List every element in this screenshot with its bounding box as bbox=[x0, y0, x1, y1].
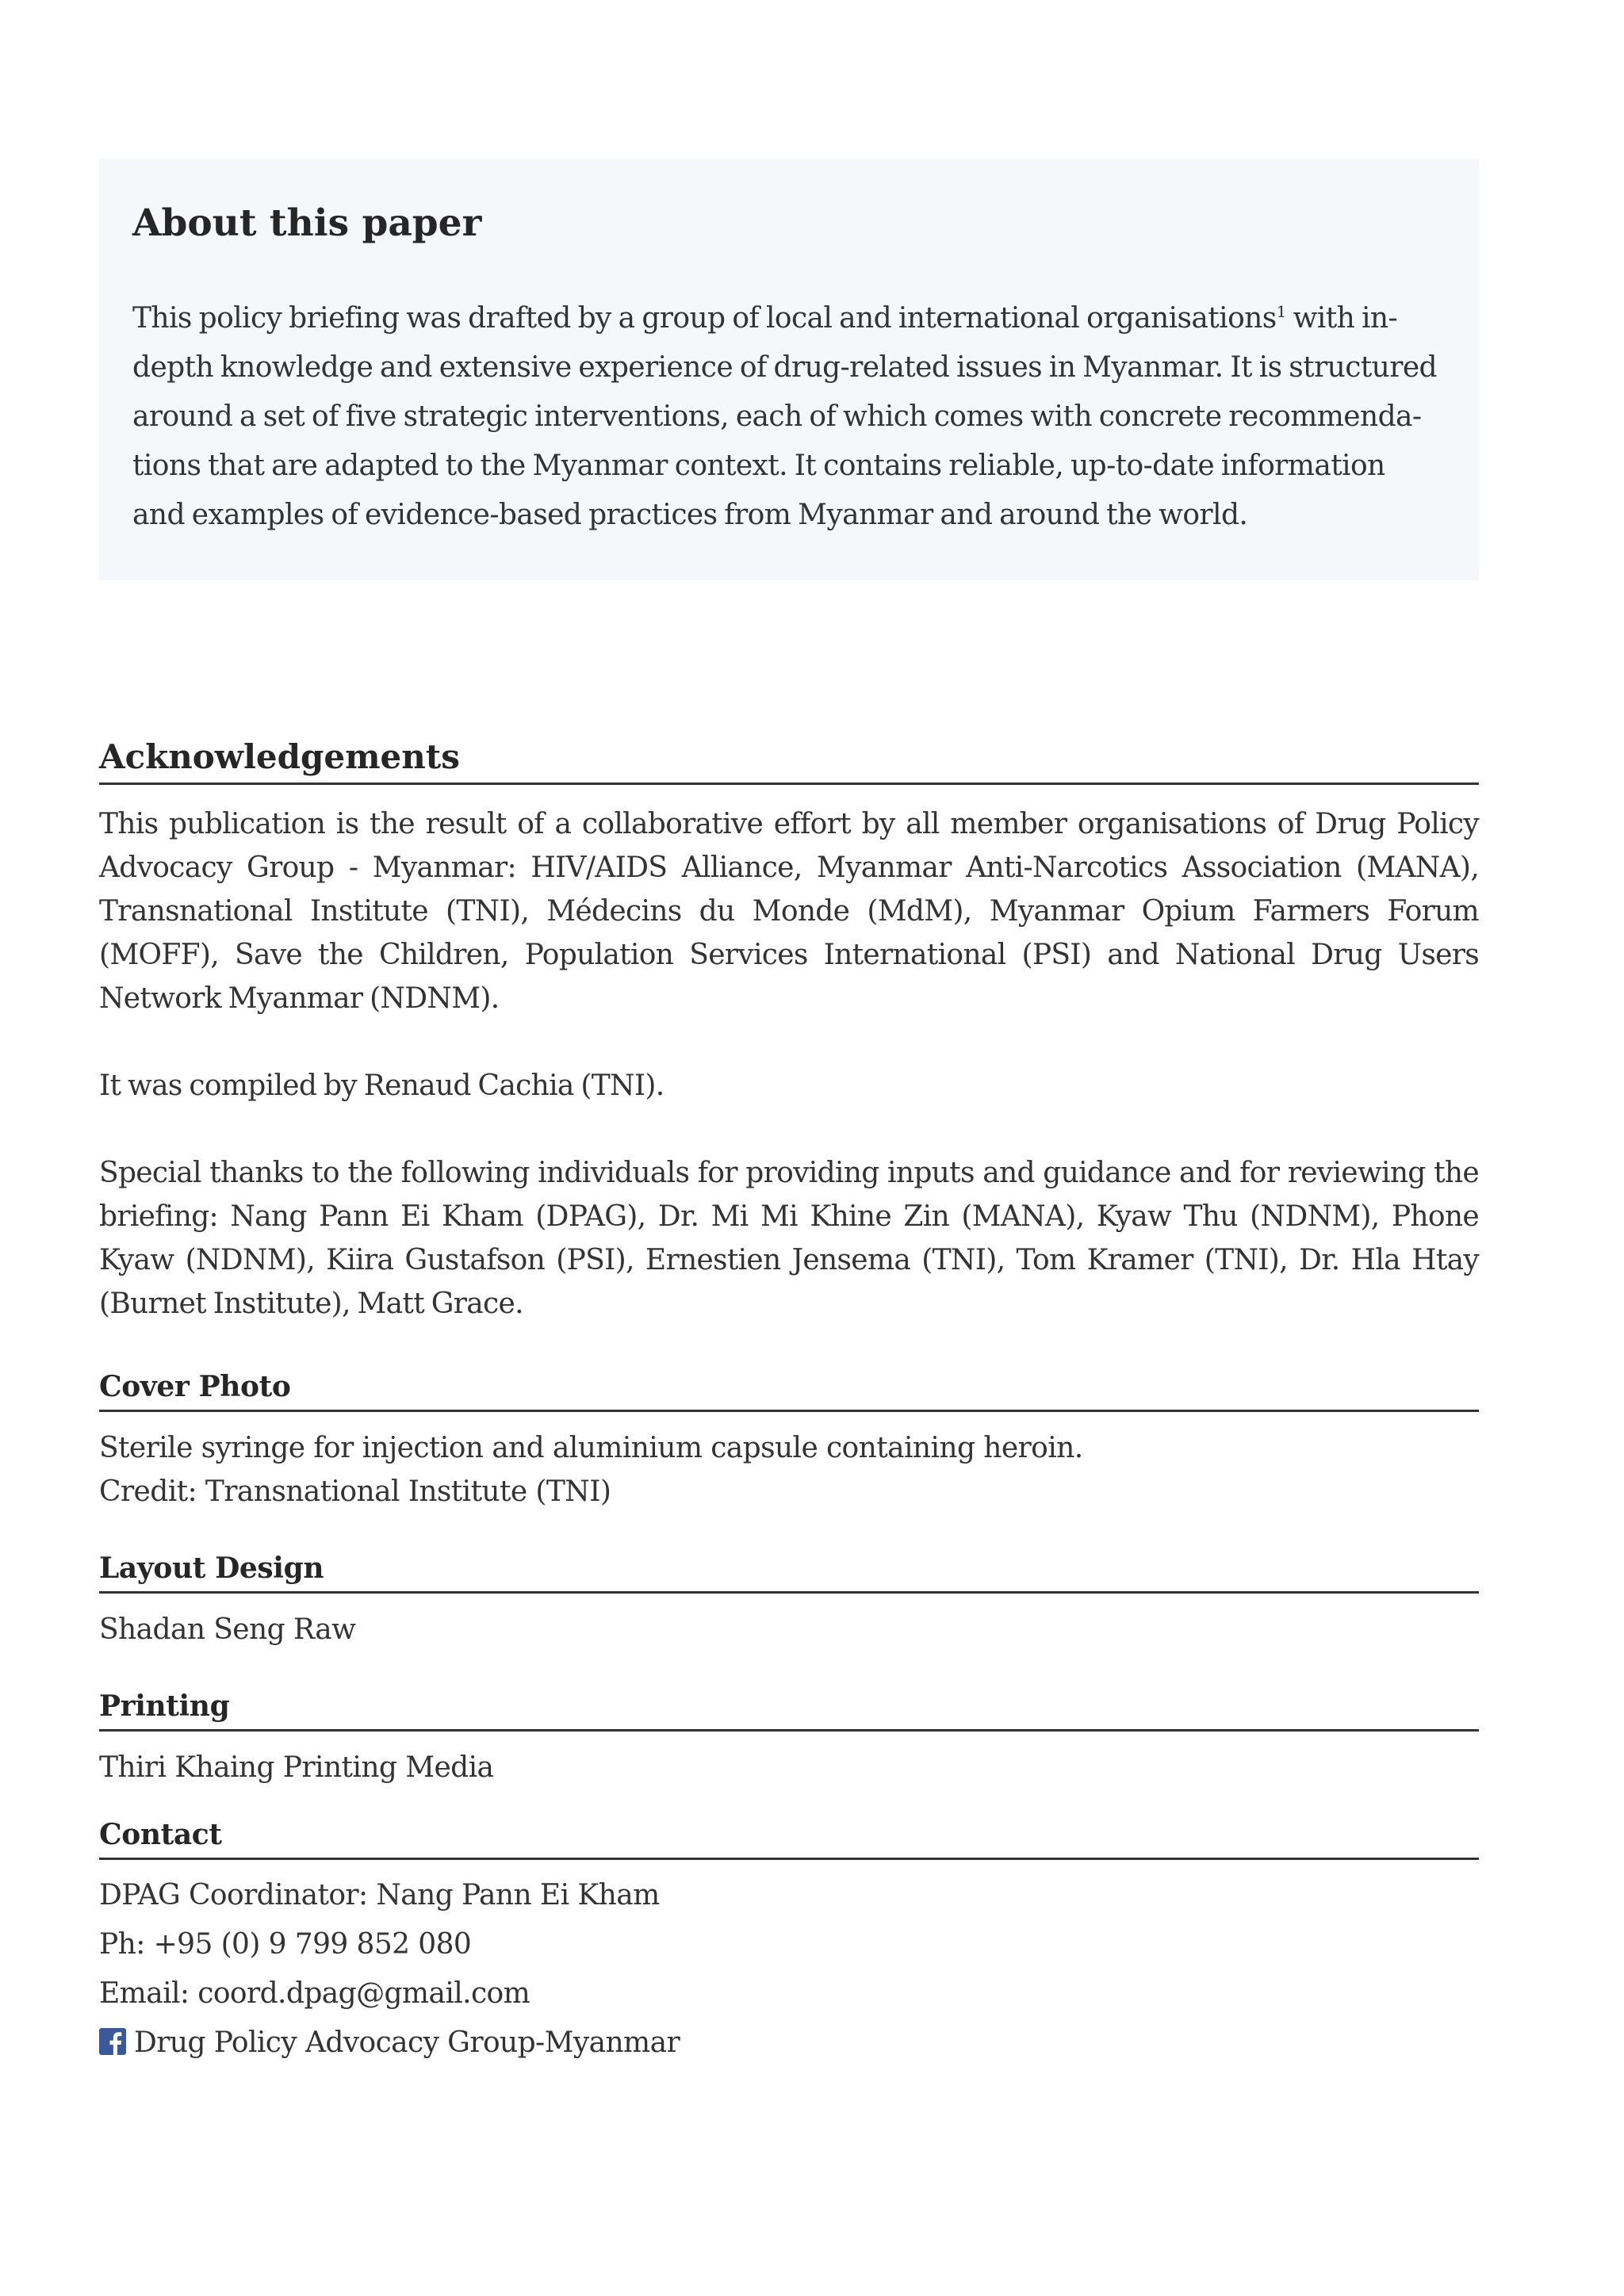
facebook-icon bbox=[99, 2028, 126, 2055]
acknowledgements-paragraph-2: It was compiled by Renaud Cachia (TNI). bbox=[99, 1070, 665, 1102]
facebook-page-name: Drug Policy Advocacy Group-Myanmar bbox=[134, 2026, 680, 2059]
about-paper-body bbox=[132, 294, 1446, 540]
acknowledgements-heading: Acknowledgements bbox=[99, 733, 1479, 785]
contact-email[interactable]: Email: coord.dpag@gmail.com bbox=[99, 1977, 530, 2010]
about-line-2: depth knowledge and extensive experience of drug-related issues in Myanmar. It is structured bbox=[132, 351, 1438, 384]
contact-details bbox=[99, 1871, 1479, 2068]
footnote-marker: 1 bbox=[1276, 302, 1286, 321]
printing-value: Thiri Khaing Printing Media bbox=[99, 1751, 494, 1784]
acknowledgements-paragraph-1: This publication is the result of a collaborative effort by all member organisations of Drug Policy Advocacy Group - Myanmar: HIV/AIDS Alliance, Myanmar Anti-Narcotics Association (MANA), Transnational Institute (TNI), Médecins du Monde (MdM), Myanmar Opium Farmers Forum (MOFF), Save the Children, Population Services International (PSI) and National Drug Users Network Myanmar (NDNM). bbox=[99, 808, 1479, 1015]
contact-facebook-link[interactable] bbox=[99, 2019, 1479, 2068]
cover-photo-heading: Cover Photo bbox=[99, 1365, 1479, 1412]
acknowledgements-paragraph-3: Special thanks to the following individuals for providing inputs and guidance and for reviewing the briefing: Nang Pann Ei Kham (DPAG), Dr. Mi Mi Khine Zin (MANA), Kyaw Thu (NDNM), Phone Kyaw (NDNM), Kiira Gustafson (PSI), Ernestien Jensema (TNI), Tom Kramer (TNI), Dr. Hla Htay (Burnet Institute), Matt Grace. bbox=[99, 1157, 1479, 1320]
about-line-4: tions that are adapted to the Myanmar context. It contains reliable, up-to-date information bbox=[132, 450, 1385, 482]
layout-design-value: Shadan Seng Raw bbox=[99, 1613, 356, 1646]
cover-photo-caption: Sterile syringe for injection and aluminium capsule containing heroin. bbox=[99, 1432, 1083, 1464]
about-paper-box bbox=[99, 159, 1479, 580]
about-line-5: and examples of evidence-based practices from Myanmar and around the world. bbox=[132, 499, 1248, 531]
credits-section bbox=[99, 733, 1479, 2068]
layout-design-heading: Layout Design bbox=[99, 1547, 1479, 1594]
contact-heading: Contact bbox=[99, 1813, 1479, 1860]
about-paper-title: About this paper bbox=[132, 201, 482, 245]
contact-coordinator: DPAG Coordinator: Nang Pann Ei Kham bbox=[99, 1879, 660, 1911]
contact-phone[interactable]: Ph: +95 (0) 9 799 852 080 bbox=[99, 1928, 472, 1961]
about-line-1: This policy briefing was drafted by a group of local and international organisations$^1$ with in- bbox=[132, 302, 1398, 335]
cover-photo-credit: Credit: Transnational Institute (TNI) bbox=[99, 1475, 611, 1508]
about-line-3: around a set of five strategic interventions, each of which comes with concrete recommenda- bbox=[132, 400, 1422, 433]
printing-heading: Printing bbox=[99, 1685, 1479, 1732]
